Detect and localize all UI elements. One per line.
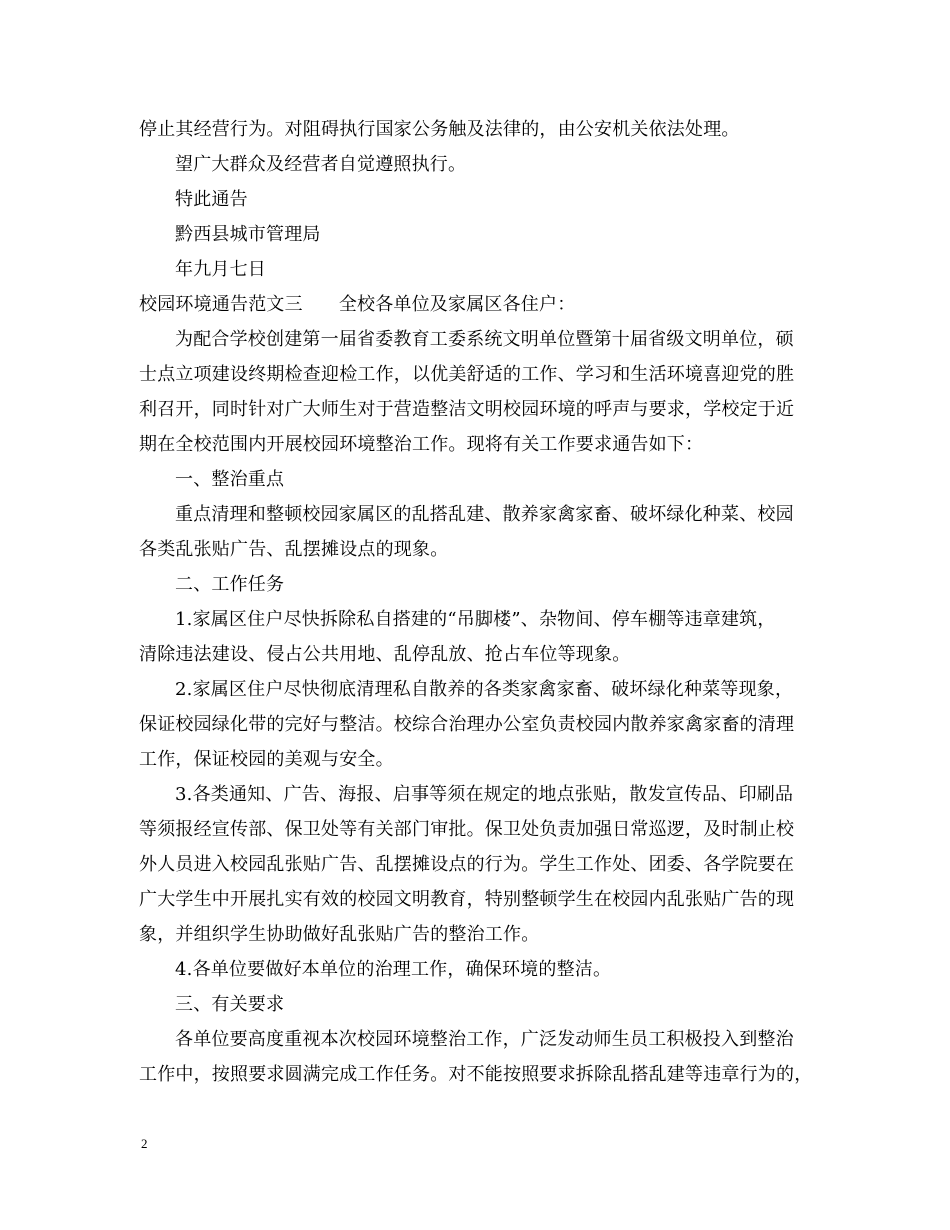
paragraph-line: 期在全校范围内开展校园环境整治工作。现将有关工作要求通告如下： — [139, 434, 704, 455]
paragraph-line: 2.家属区住户尽快彻底清理私自散养的各类家禽家畜、破坏绿化种菜等现象， — [175, 679, 794, 700]
text-line: 年九月七日 — [175, 259, 266, 280]
paragraph-line: 保证校园绿化带的完好与整洁。校综合治理办公室负责校园内散养家禽家畜的清理 — [139, 714, 795, 735]
text-line: 停止其经营行为。对阻碍执行国家公务触及法律的，由公安机关依法处理。 — [139, 119, 740, 140]
paragraph-line: 广大学生中开展扎实有效的校园文明教育，特别整顿学生在校园内乱张贴广告的现 — [139, 889, 795, 910]
paragraph-line: 象，并组织学生协助做好乱张贴广告的整治工作。 — [139, 924, 540, 945]
section-heading-line — [139, 287, 819, 322]
paragraph-line: 3.各类通知、广告、海报、启事等须在规定的地点张贴，散发宣传品、印刷品 — [175, 784, 794, 805]
text-line: 特此通告 — [175, 189, 248, 210]
paragraph-line: 1.家属区住户尽快拆除私自搭建的“吊脚楼”、杂物间、停车棚等违章建筑， — [175, 609, 776, 630]
text-line: 黔西县城市管理局 — [175, 224, 321, 245]
paragraph-line: 士点立项建设终期检查迎检工作，以优美舒适的工作、学习和生活环境喜迎党的胜 — [139, 364, 795, 385]
paragraph-line: 二、工作任务 — [175, 574, 285, 595]
paragraph-line: 各单位要高度重视本次校园环境整治工作，广泛发动师生员工积极投入到整治 — [175, 1029, 794, 1050]
document-title: 校园环境通告范文三 — [139, 294, 303, 315]
paragraph-line: 利召开，同时针对广大师生对于营造整洁文明校园环境的呼声与要求，学校定于近 — [139, 399, 795, 420]
paragraph-line: 各类乱张贴广告、乱摆摊设点的现象。 — [139, 539, 449, 560]
paragraph-line: 工作，保证校园的美观与安全。 — [139, 749, 394, 770]
paragraph-line: 一、整治重点 — [175, 469, 285, 490]
intro-section — [139, 112, 819, 287]
paragraph-line: 三、有关要求 — [175, 994, 285, 1015]
paragraph-line: 为配合学校创建第一届省委教育工委系统文明单位暨第十届省级文明单位，硕 — [175, 329, 794, 350]
text-line: 望广大群众及经营者自觉遵照执行。 — [175, 154, 467, 175]
paragraph-line: 清除违法建设、侵占公共用地、乱停乱放、抢占车位等现象。 — [139, 644, 631, 665]
document-body — [139, 112, 819, 1092]
paragraph-line: 工作中，按照要求圆满完成工作任务。对不能按照要求拆除乱搭乱建等违章行为的， — [139, 1064, 813, 1085]
paragraph-line: 外人员进入校园乱张贴广告、乱摆摊设点的行为。学生工作处、团委、各学院要在 — [139, 854, 795, 875]
notice-body — [139, 322, 819, 1092]
salutation: 全校各单位及家属区各住户： — [338, 294, 576, 315]
paragraph-line: 4.各单位要做好本单位的治理工作，确保环境的整洁。 — [175, 959, 612, 980]
page-number: 2 — [141, 1136, 148, 1151]
paragraph-line: 等须报经宣传部、保卫处等有关部门审批。保卫处负责加强日常巡逻，及时制止校 — [139, 819, 795, 840]
paragraph-line: 重点清理和整顿校园家属区的乱搭乱建、散养家禽家畜、破坏绿化种菜、校园 — [175, 504, 794, 525]
